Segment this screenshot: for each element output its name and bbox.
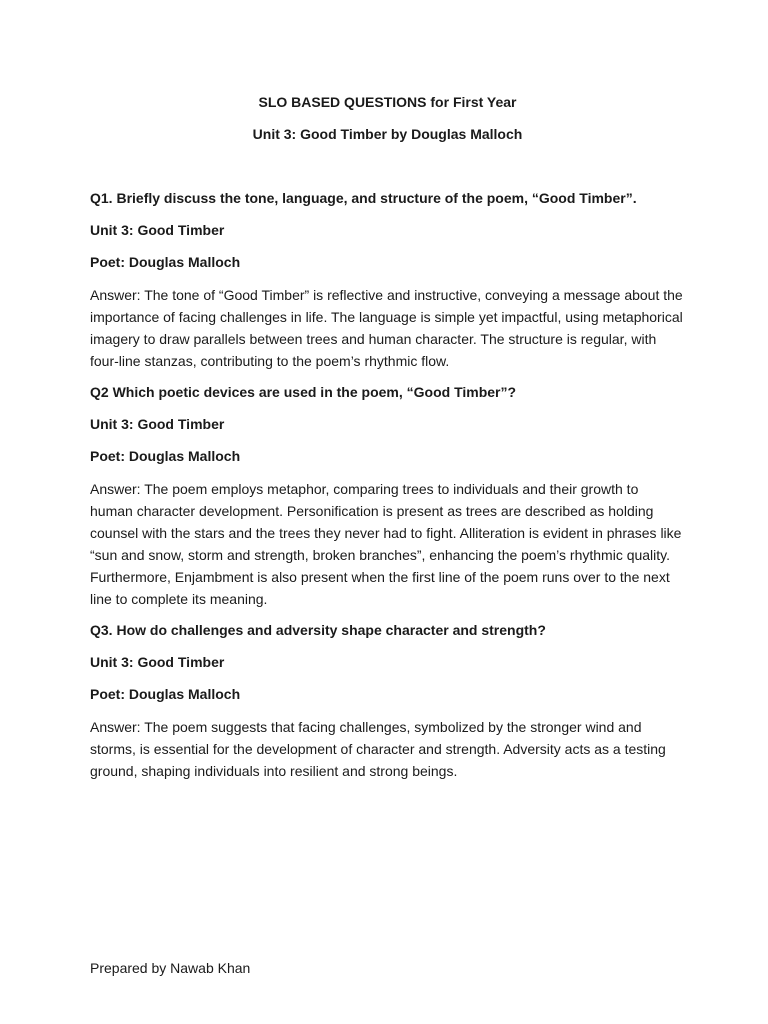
question-block-3 <box>90 620 685 782</box>
answer-text: Answer: The tone of “Good Timber” is reflective and instructive, conveying a message about the importance of facing challenges in life. The language is simple yet impactful, using metaphorical imagery to draw parallels between trees and human character. The structure is regular, with four-line stanzas, contributing to the poem’s rhythmic flow. <box>90 287 683 369</box>
poet-label: Poet: Douglas Malloch <box>90 448 241 464</box>
document-subtitle: Unit 3: Good Timber by Douglas Malloch <box>252 126 523 142</box>
question-block-1 <box>90 188 685 372</box>
answer-text: Answer: The poem suggests that facing challenges, symbolized by the stronger wind and storms, is essential for the development of character and strength. Adversity acts as a testing ground, shaping individuals into resilient and strong beings. <box>90 719 666 779</box>
unit-label: Unit 3: Good Timber <box>90 416 225 432</box>
question-text: Q2 Which poetic devices are used in the poem, “Good Timber”? <box>90 384 517 400</box>
answer-text: Answer: The poem employs metaphor, comparing trees to individuals and their growth to human character development. Personification is present as trees are described as holding counsel with the stars and the trees they never had to fight. Alliteration is evident in phrases like “sun and snow, storm and strength, broken branches”, enhancing the poem’s rhythmic quality. Furthermore, Enjambment is also present when the first line of the poem runs over to the next line to complete its meaning. <box>90 481 682 607</box>
document-footer: Prepared by Nawab Khan <box>90 960 251 976</box>
poet-label: Poet: Douglas Malloch <box>90 254 241 270</box>
question-block-2 <box>90 382 685 610</box>
unit-label: Unit 3: Good Timber <box>90 654 225 670</box>
document-title: SLO BASED QUESTIONS for First Year <box>258 94 517 110</box>
unit-label: Unit 3: Good Timber <box>90 222 225 238</box>
poet-label: Poet: Douglas Malloch <box>90 686 241 702</box>
question-text: Q1. Briefly discuss the tone, language, and structure of the poem, “Good Timber”. <box>90 190 637 206</box>
document-body <box>90 92 685 782</box>
question-text: Q3. How do challenges and adversity shape character and strength? <box>90 622 546 638</box>
